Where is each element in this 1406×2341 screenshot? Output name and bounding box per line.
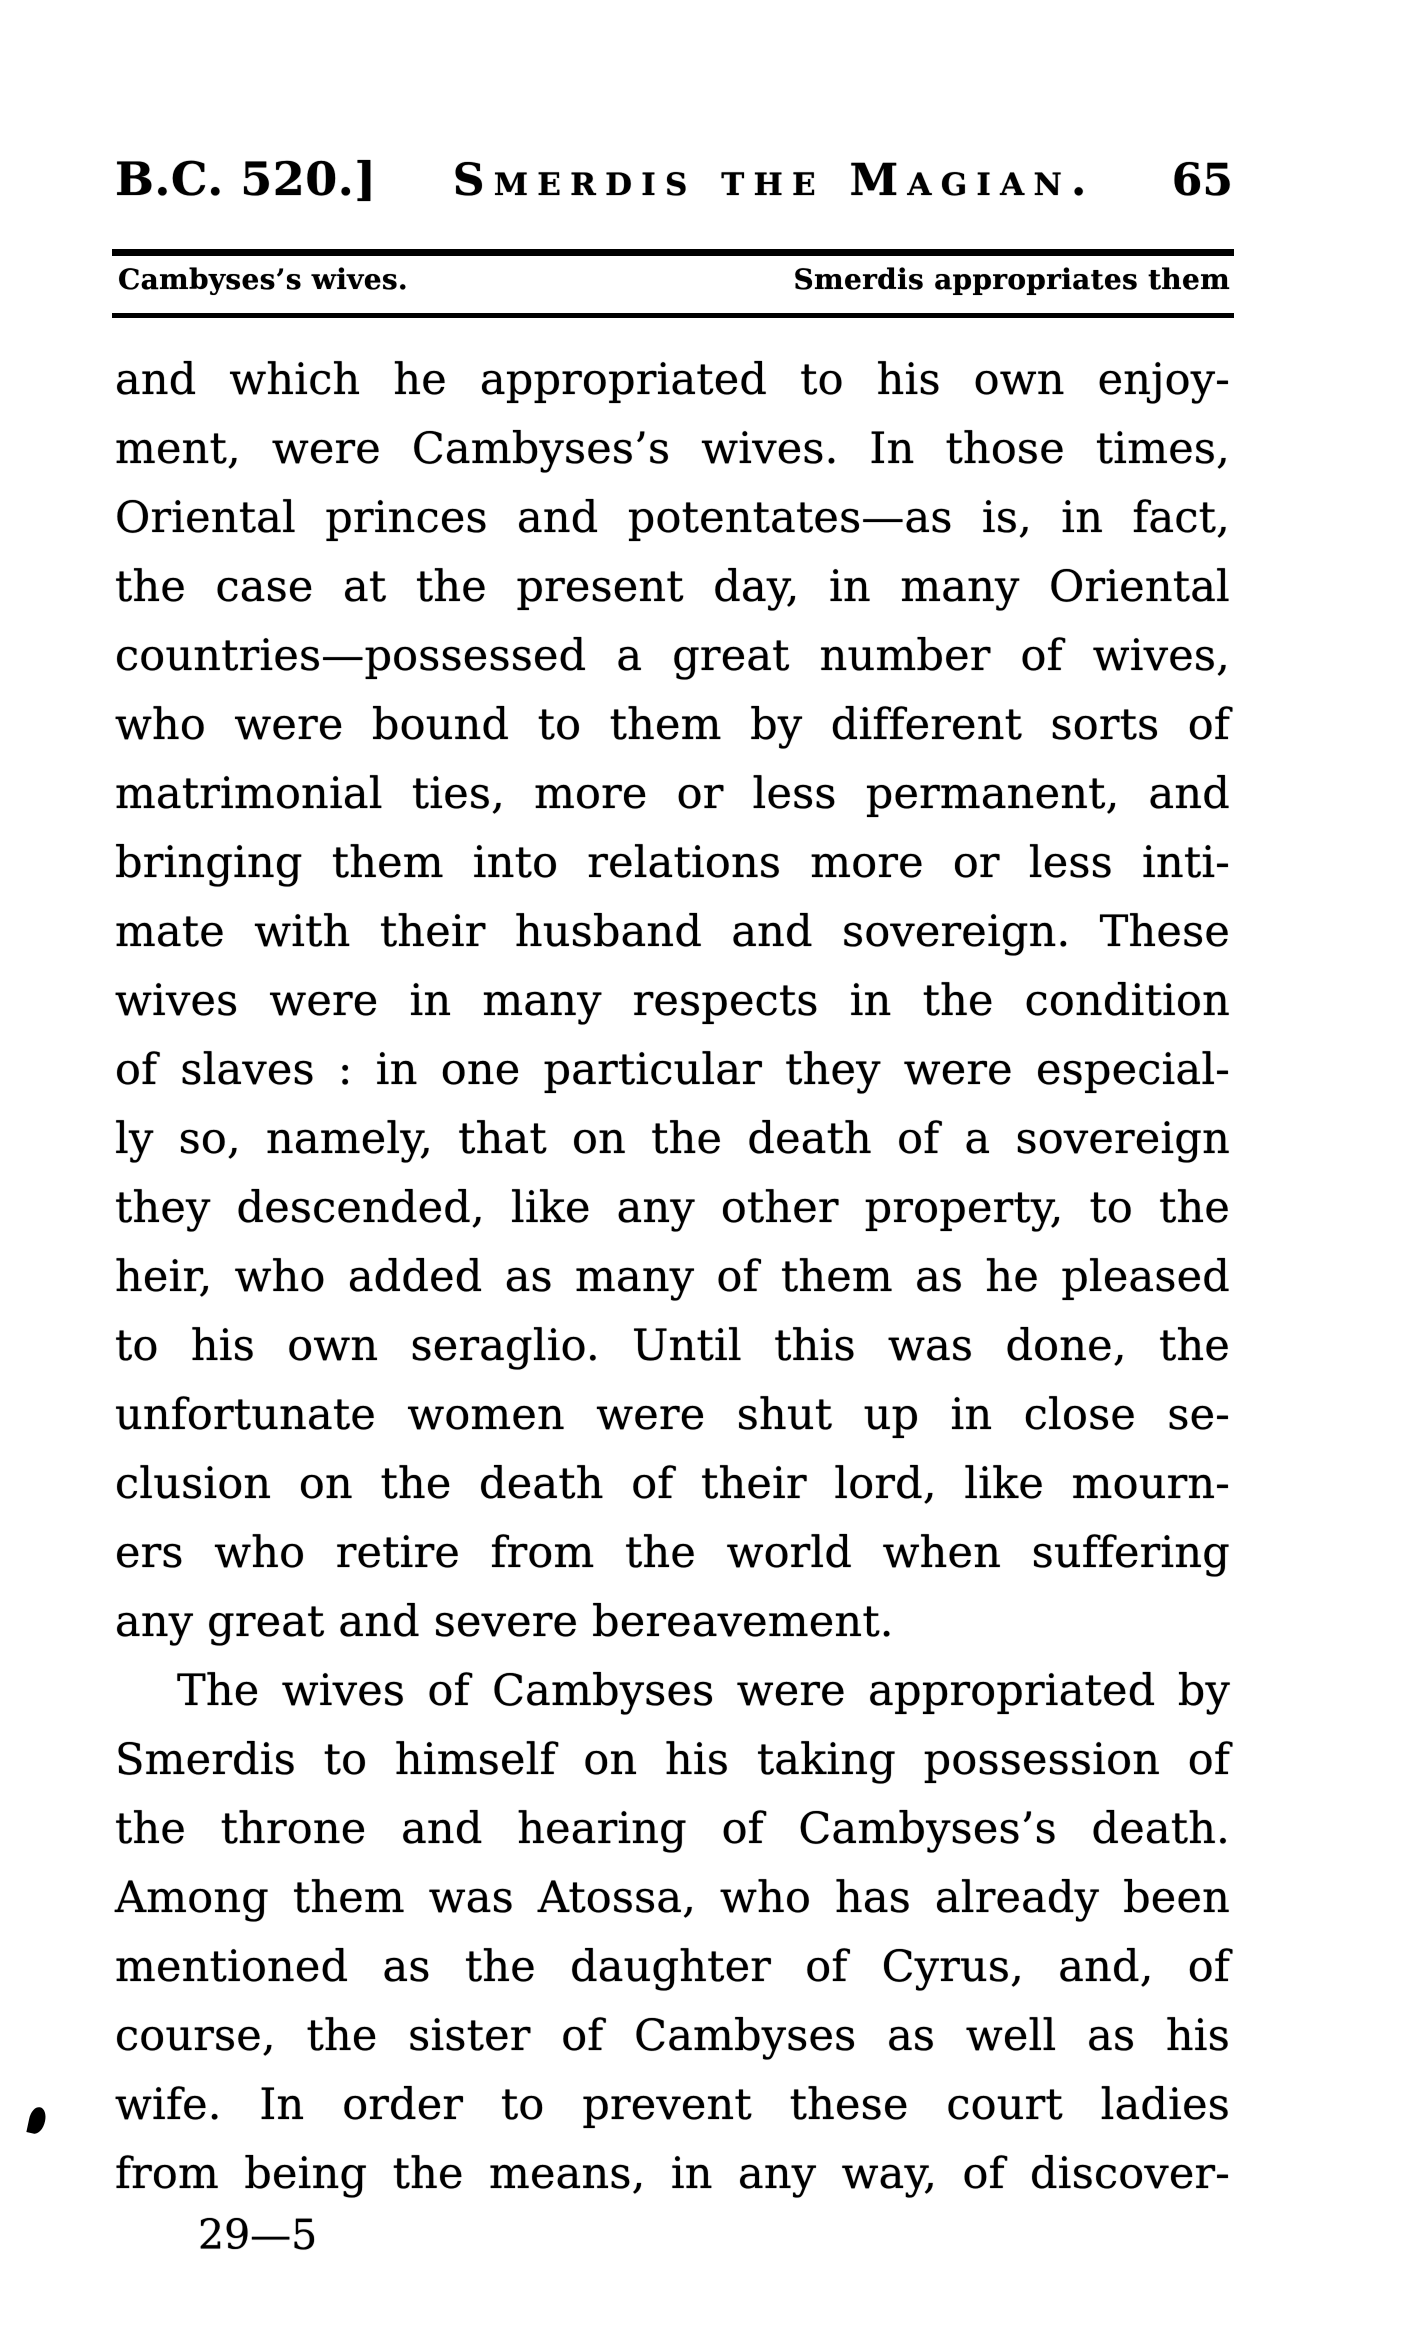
body-text xyxy=(115,346,1230,2209)
text-line: to his own seraglio. Until this was done, the xyxy=(115,1321,1230,1371)
text-line: matrimonial ties, more or less permanent, and xyxy=(115,769,1230,819)
text-line: unfortunate women were shut up in close se- xyxy=(115,1390,1230,1440)
text-line: of slaves : in one particular they were especial- xyxy=(115,1045,1230,1095)
running-heads xyxy=(118,263,1230,296)
header-era-label: B.C. 520.] xyxy=(115,152,377,206)
text-line: mentioned as the daughter of Cyrus, and, of xyxy=(115,1942,1230,1992)
text-line: countries—possessed a great number of wives, xyxy=(115,631,1230,681)
text-line: wife. In order to prevent these court ladies xyxy=(115,2080,1230,2130)
text-line: ment, were Cambyses’s wives. In those times, xyxy=(115,424,1230,474)
header-rule-top xyxy=(112,249,1234,256)
text-line: Among them was Atossa, who has already been xyxy=(115,1873,1230,1923)
text-line: mate with their husband and sovereign. These xyxy=(115,907,1230,957)
text-line: course, the sister of Cambyses as well as his xyxy=(115,2011,1230,2061)
header-chapter-title: Smerdis the Magian. xyxy=(452,155,1096,206)
text-line: Oriental princes and potentates—as is, in fact, xyxy=(115,493,1230,543)
text-line: clusion on the death of their lord, like mourn- xyxy=(115,1459,1230,1509)
text-line: ers who retire from the world when suffering xyxy=(115,1528,1230,1578)
text-line: any great and severe bereavement. xyxy=(115,1597,894,1647)
text-line: Smerdis to himself on his taking possession of xyxy=(115,1735,1230,1785)
text-line: wives were in many respects in the condition xyxy=(115,976,1230,1026)
header-rule-bottom xyxy=(112,313,1234,318)
text-line: the throne and hearing of Cambyses’s death. xyxy=(115,1804,1230,1854)
signature-mark: 29—5 xyxy=(198,2211,318,2259)
text-line: The wives of Cambyses were appropriated by xyxy=(177,1666,1230,1716)
running-head-left: Cambyses’s wives. xyxy=(118,263,408,296)
text-line: heir, who added as many of them as he pleased xyxy=(115,1252,1230,1302)
text-line: the case at the present day, in many Oriental xyxy=(115,562,1230,612)
text-line: they descended, like any other property, to the xyxy=(115,1183,1230,1233)
text-line: who were bound to them by different sorts of xyxy=(115,700,1230,750)
page-header xyxy=(115,152,1233,206)
text-line: and which he appropriated to his own enjoy- xyxy=(115,355,1230,405)
running-head-right: Smerdis appropriates them xyxy=(793,263,1230,296)
text-line: from being the means, in any way, of discover- xyxy=(115,2149,1230,2199)
text-line: ly so, namely, that on the death of a sovereign xyxy=(115,1114,1230,1164)
text-line: bringing them into relations more or less inti- xyxy=(115,838,1230,888)
page-number: 65 xyxy=(1171,155,1233,206)
ink-blot-mark xyxy=(26,2106,47,2136)
